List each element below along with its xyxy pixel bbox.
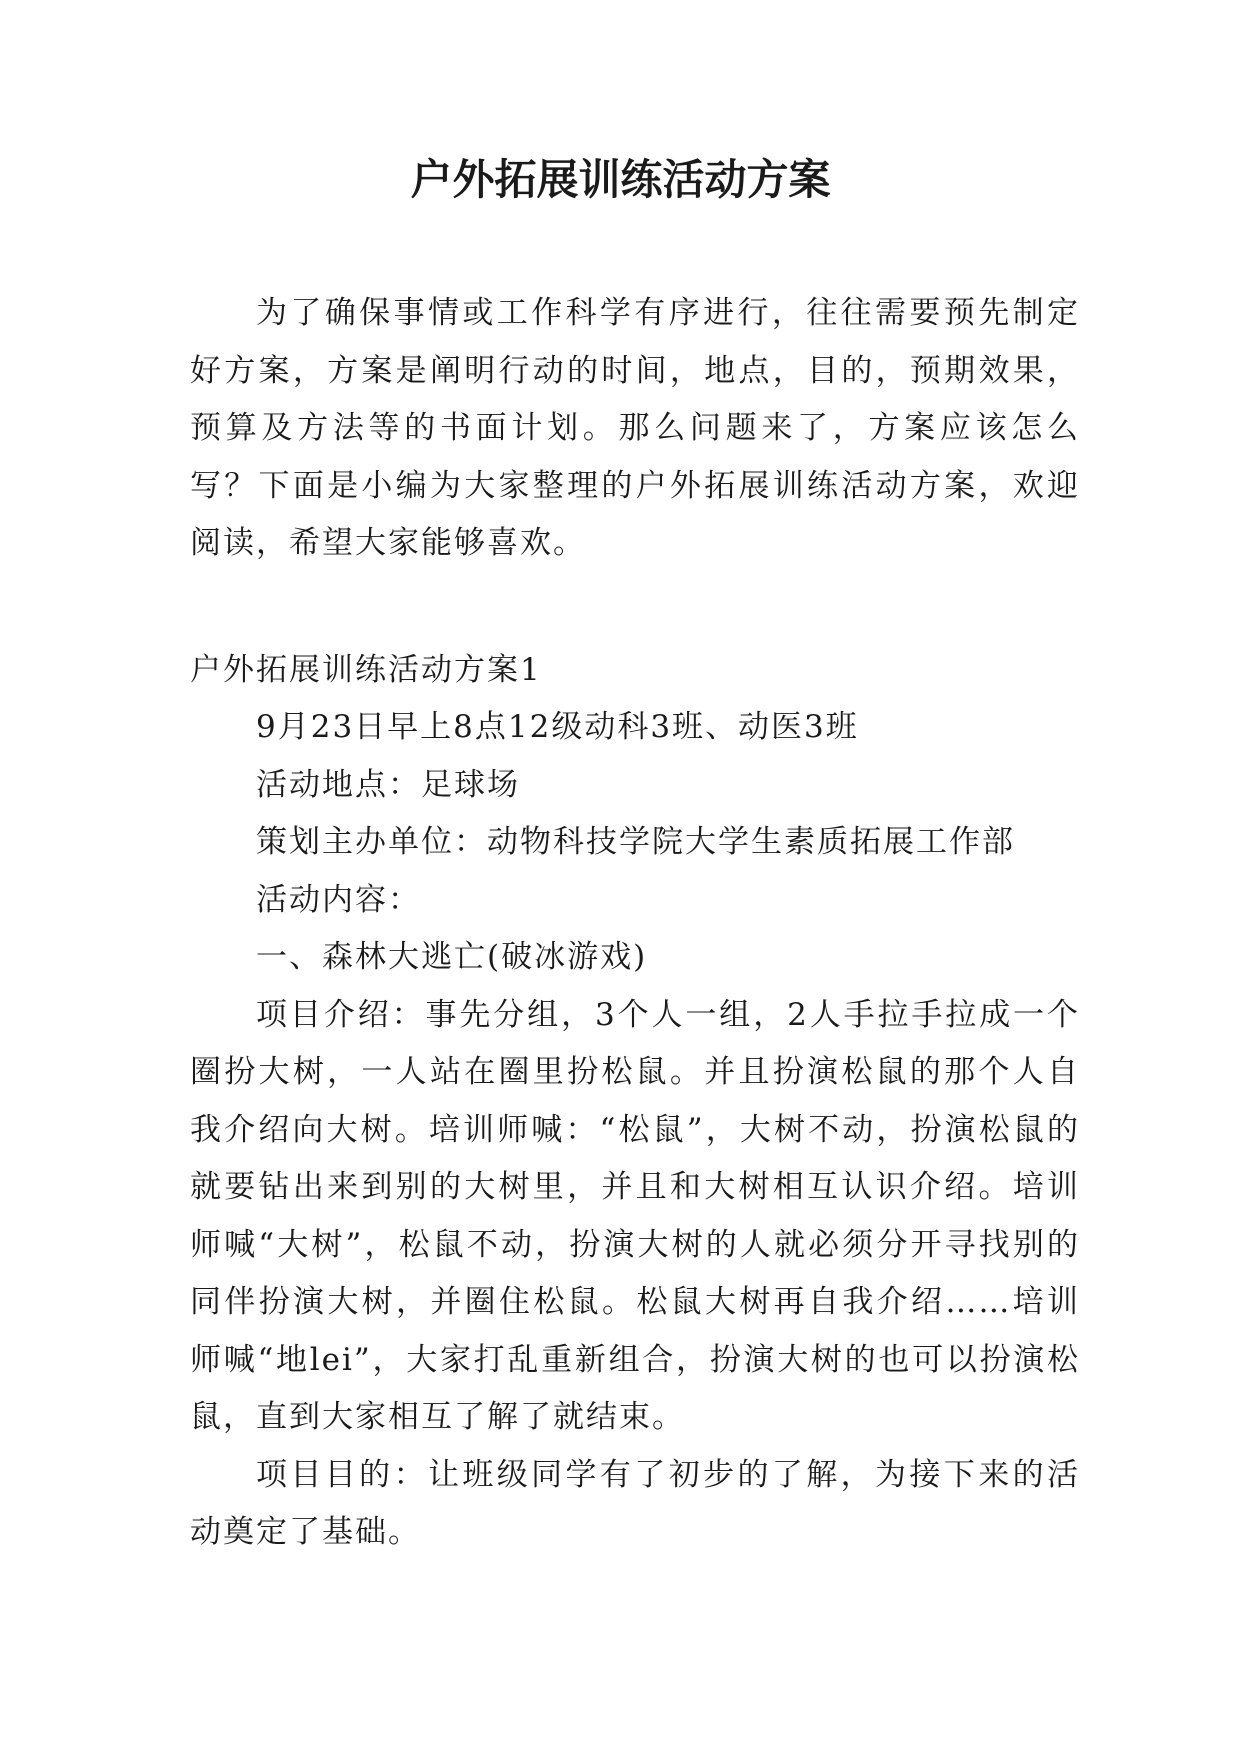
activity-location: 活动地点：足球场 [256, 766, 520, 803]
intro-paragraph: 为了确保事情或工作科学有序进行，往往需要预先制定好方案，方案是阐明行动的时间，地点，目的，预期效果，预算及方法等的书面计划。那么问题来了，方案应该怎么写？下面是小编为大家整理的户外拓展训练活动方案，欢迎阅读，希望大家能够喜欢。 [190, 295, 1080, 561]
item-1-intro: 项目介绍：事先分组，3个人一组，2人手拉手拉成一个圈扮大树，一人站在圈里扮松鼠。并且扮演松鼠的那个人自我介绍向大树。培训师喊：“松鼠”，大树不动，扮演松鼠的就要钻出来到别的大树里，并且和大树相互认识介绍。培训师喊“大树”，松鼠不动，扮演大树的人就必须分开寻找别的同伴扮演大树，并圈住松鼠。松鼠大树再自我介绍……培训师喊“地lei”，大家打乱重新组合，扮演大树的也可以扮演松鼠，直到大家相互了解了就结束。 [190, 996, 1080, 1435]
item-1-title: 一、森林大逃亡(破冰游戏) [256, 939, 648, 975]
item-1-purpose: 项目目的：让班级同学有了初步的了解，为接下来的活动奠定了基础。 [190, 1456, 1080, 1550]
activity-organizer: 策划主办单位：动物科技学院大学生素质拓展工作部 [256, 824, 1015, 860]
section-heading: 户外拓展训练活动方案1 [190, 651, 542, 688]
document-title: 户外拓展训练活动方案 [410, 155, 831, 204]
document-body [190, 285, 1080, 1562]
activity-content-label: 活动内容： [256, 881, 421, 918]
time-and-participants: 9月23日早上8点12级动科3班、动医3班 [256, 709, 859, 745]
